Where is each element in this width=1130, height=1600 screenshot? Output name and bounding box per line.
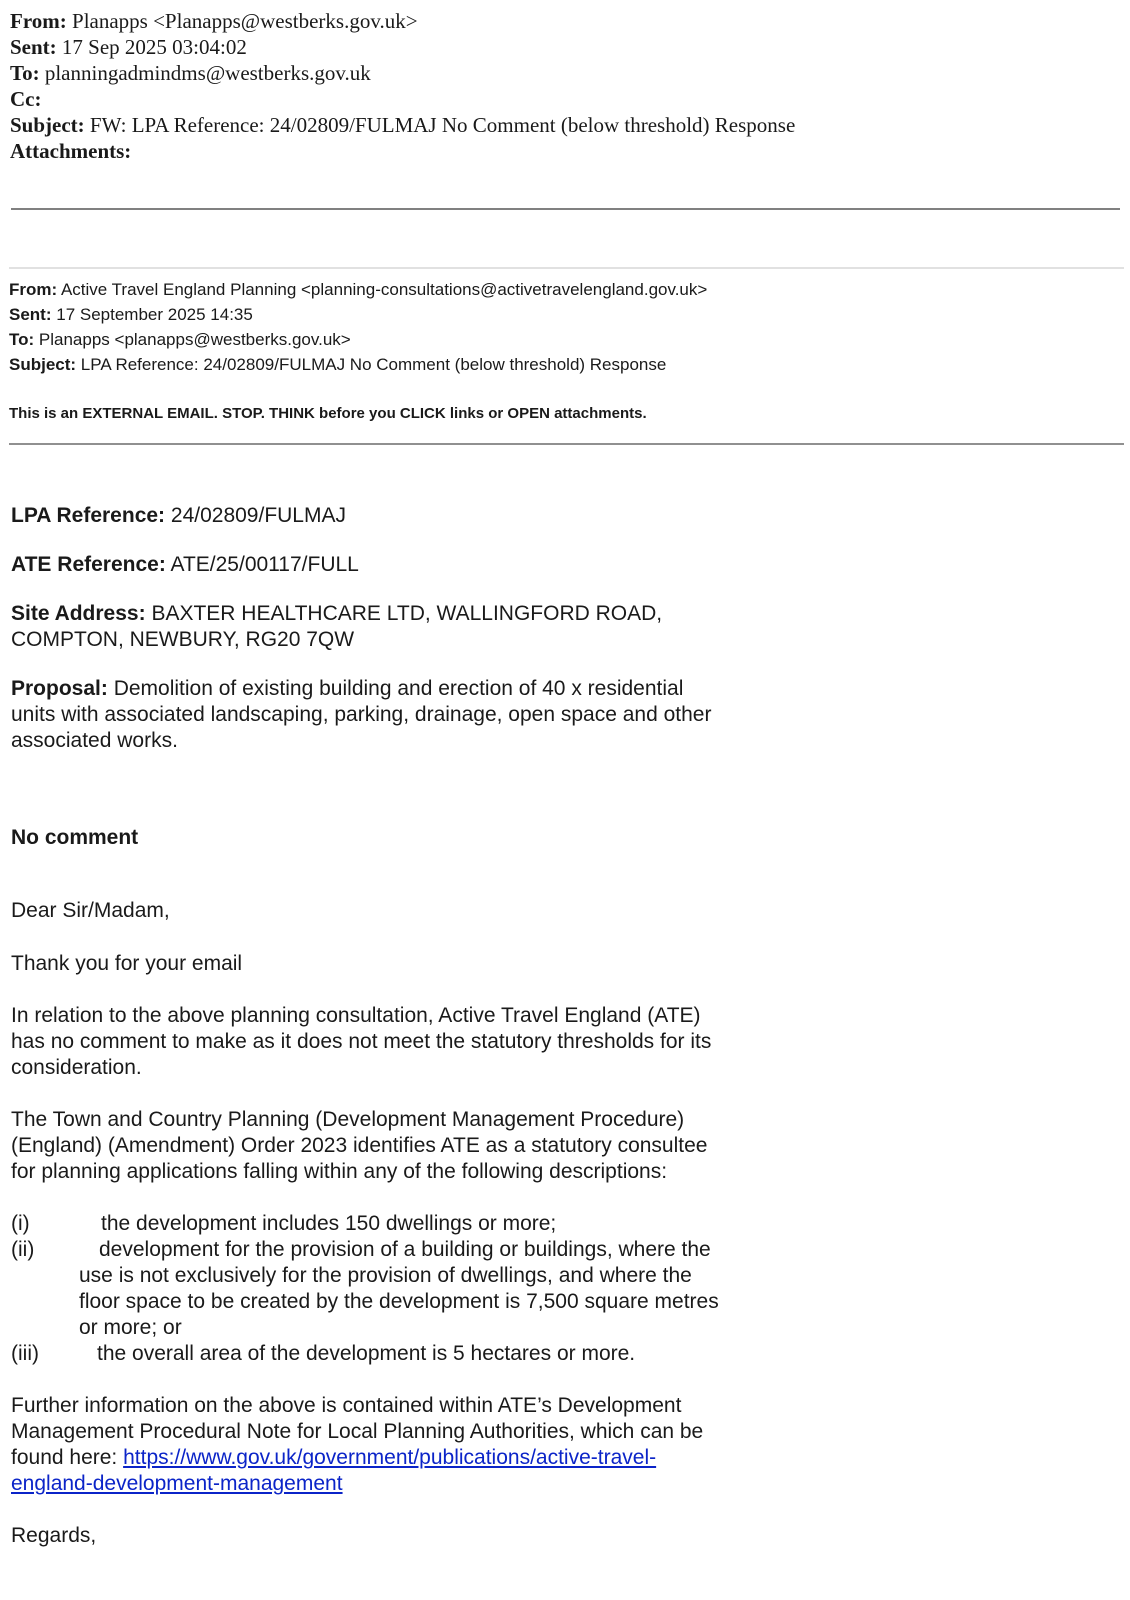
para2-line2: (England) (Amendment) Order 2023 identifies ATE as a statutory consultee: [11, 1134, 708, 1157]
inner-to-value: Planapps <planapps@westberks.gov.uk>: [38, 330, 351, 349]
outer-subject-value: FW: LPA Reference: 24/02809/FULMAJ No Comment (below threshold) Response: [89, 113, 796, 137]
outer-to-row: [10, 60, 1120, 86]
outer-cc-label: Cc:: [10, 87, 42, 111]
lpa-reference-value: 24/02809/FULMAJ: [170, 504, 346, 527]
list-item-text: development for the provision of a building or buildings, where the: [99, 1238, 711, 1261]
proposal-label: Proposal:: [11, 677, 108, 700]
guidance-link-part2[interactable]: england-development-management: [11, 1472, 343, 1495]
para1-line1: In relation to the above planning consultation, Active Travel England (ATE): [11, 1004, 701, 1027]
site-address-line2: COMPTON, NEWBURY, RG20 7QW: [11, 628, 355, 651]
inner-subject-row: [9, 352, 1119, 377]
site-address-label: Site Address:: [11, 602, 146, 625]
warning-divider: [9, 443, 1124, 445]
para3-prefix: found here:: [11, 1446, 124, 1469]
proposal-line1: Demolition of existing building and erection of 40 x residential: [113, 677, 684, 700]
inner-sent-value: 17 September 2025 14:35: [56, 305, 253, 324]
list-item-number: (i): [11, 1212, 30, 1235]
outer-sent-value: 17 Sep 2025 03:04:02: [61, 35, 247, 59]
inner-header-divider: [9, 267, 1124, 269]
inner-to-label: To:: [9, 330, 35, 349]
outer-from-label: From:: [10, 9, 67, 33]
outer-attachments-row: [10, 138, 1120, 164]
list-item-text: the overall area of the development is 5 hectares or more.: [97, 1342, 636, 1365]
inner-sent-label: Sent:: [9, 305, 52, 324]
outer-cc-row: [10, 86, 1120, 112]
para1-line3: consideration.: [11, 1056, 142, 1079]
list-item-number: (iii): [11, 1342, 39, 1365]
external-email-warning: This is an EXTERNAL EMAIL. STOP. THINK before you CLICK links or OPEN attachments.: [9, 405, 647, 422]
outer-sent-label: Sent:: [10, 35, 57, 59]
para3-line1: Further information on the above is contained within ATE’s Development: [11, 1394, 682, 1417]
outer-to-label: To:: [10, 61, 40, 85]
outer-from-value: Planapps <Planapps@westberks.gov.uk>: [72, 9, 418, 33]
lpa-reference-label: LPA Reference:: [11, 504, 166, 527]
outer-to-value: planningadmindms@westberks.gov.uk: [44, 61, 371, 85]
para2-line3: for planning applications falling within any of the following descriptions:: [11, 1160, 668, 1183]
inner-to-row: [9, 327, 1119, 352]
site-address: [11, 601, 791, 653]
para3-line2: Management Procedural Note for Local Planning Authorities, which can be: [11, 1420, 704, 1443]
list-item-text-cont: use is not exclusively for the provision of dwellings, and where the: [79, 1264, 692, 1287]
inner-email-header: [9, 277, 1119, 377]
header-divider: [11, 208, 1120, 210]
thanks-line: Thank you for your email: [11, 952, 243, 975]
para1-line2: has no comment to make as it does not meet the statutory thresholds for its: [11, 1030, 712, 1053]
greeting: Dear Sir/Madam,: [11, 899, 170, 922]
paragraph-thresholds: [11, 1003, 791, 1081]
outer-attachments-label: Attachments:: [10, 139, 132, 163]
inner-sent-row: [9, 302, 1119, 327]
list-item-text-cont: or more; or: [79, 1316, 182, 1339]
inner-subject-value: LPA Reference: 24/02809/FULMAJ No Comment (below threshold) Response: [80, 355, 667, 374]
list-item-text: the development includes 150 dwellings or more;: [101, 1212, 557, 1235]
ate-reference: [11, 552, 791, 578]
inner-subject-label: Subject:: [9, 355, 77, 374]
list-item-text-cont: floor space to be created by the development is 7,500 square metres: [79, 1290, 719, 1313]
list-item-number: (ii): [11, 1238, 35, 1261]
proposal-line3: associated works.: [11, 729, 178, 752]
inner-from-label: From:: [9, 280, 58, 299]
sign-off: Regards,: [11, 1524, 97, 1547]
inner-from-row: [9, 277, 1119, 302]
ate-reference-value: ATE/25/00117/FULL: [170, 553, 359, 576]
proposal: [11, 676, 791, 754]
outer-subject-label: Subject:: [10, 113, 85, 137]
paragraph-further-info: [11, 1393, 791, 1497]
site-address-line1: BAXTER HEALTHCARE LTD, WALLINGFORD ROAD,: [151, 602, 663, 625]
no-comment-heading: No comment: [11, 826, 139, 849]
guidance-link-part1[interactable]: https://www.gov.uk/government/publications/active-travel-: [123, 1446, 657, 1469]
outer-subject-row: [10, 112, 1120, 138]
outer-from-row: [10, 8, 1120, 34]
inner-from-value: Active Travel England Planning <planning-consultations@activetravelengland.gov.uk>: [60, 280, 708, 299]
proposal-line2: units with associated landscaping, parking, drainage, open space and other: [11, 703, 712, 726]
lpa-reference: [11, 503, 791, 529]
paragraph-order: [11, 1107, 791, 1185]
outer-sent-row: [10, 34, 1120, 60]
para2-line1: The Town and Country Planning (Development Management Procedure): [11, 1108, 685, 1131]
ate-reference-label: ATE Reference:: [11, 553, 166, 576]
outer-email-header: [10, 8, 1120, 164]
